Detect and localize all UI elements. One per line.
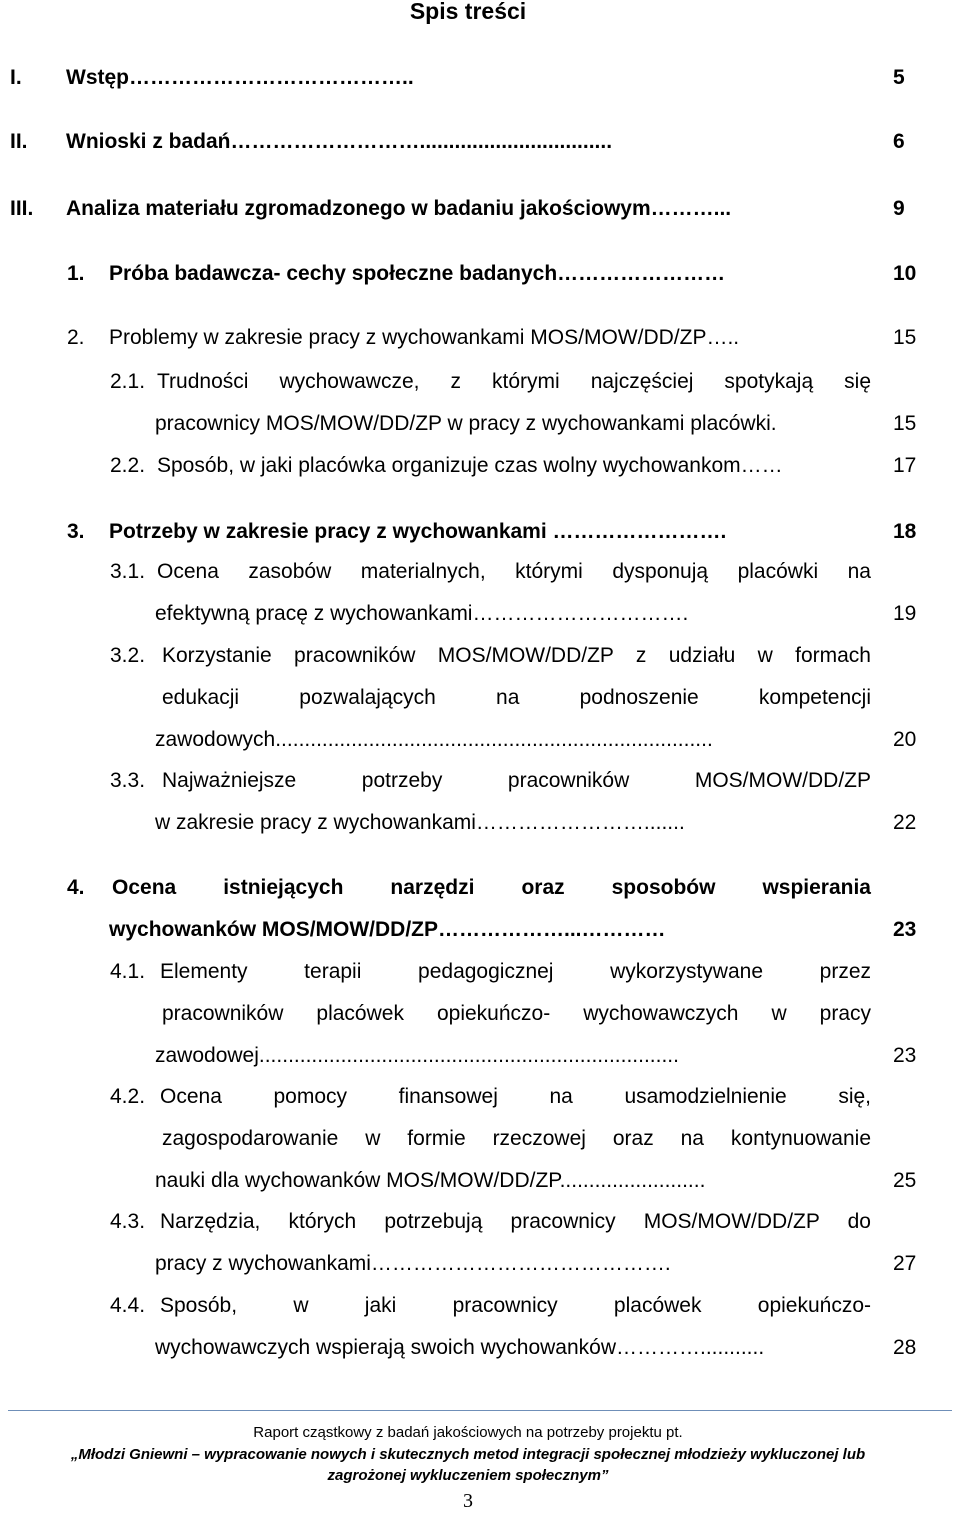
toc-title-line: zagospodarowanie w formie rzeczowej oraz na kontynuowanie <box>162 1127 871 1150</box>
toc-number: 4.2. <box>110 1085 146 1108</box>
toc-title-line: Korzystanie pracowników MOS/MOW/DD/ZP z udziału w formach <box>162 644 871 667</box>
toc-number: 4. <box>67 876 85 899</box>
toc-page: 25 <box>893 1169 917 1192</box>
toc-title-line: Sposób, w jaki pracownicy placówek opiekuńczo- <box>160 1294 871 1317</box>
toc-title-line: nauki dla wychowanków MOS/MOW/DD/ZP......................... <box>155 1169 706 1192</box>
toc-title: Analiza materiału zgromadzonego w badaniu jakościowym………... <box>66 197 732 220</box>
toc-page: 9 <box>893 197 905 220</box>
toc-title-line: Ocena zasobów materialnych, którymi dysponują placówki na <box>157 560 871 583</box>
toc-number: 3.2. <box>110 644 146 667</box>
page-title: Spis treści <box>409 0 527 24</box>
toc-page: 23 <box>893 1044 917 1067</box>
toc-title: Potrzeby w zakresie pracy z wychowankami ……………………. <box>109 520 727 543</box>
toc-title-line: Elementy terapii pedagogicznej wykorzystywane przez <box>160 960 871 983</box>
toc-title: Wnioski z badań………………………................................. <box>66 130 613 153</box>
toc-page: 15 <box>893 326 917 349</box>
toc-number: 4.3. <box>110 1210 146 1233</box>
toc-number: III. <box>10 197 34 220</box>
toc-number: 4.4. <box>110 1294 146 1317</box>
toc-page: 6 <box>893 130 905 153</box>
toc-number: 1. <box>67 262 85 285</box>
toc-title-line: Ocena pomocy finansowej na usamodzielnienie się, <box>160 1085 871 1108</box>
footer-project-title: „Młodzi Gniewni – wypracowanie nowych i skutecznych metod integracji społecznej młodzieży wykluczonej lub <box>70 1446 866 1463</box>
toc-page: 17 <box>893 454 917 477</box>
toc-number: 2.1. <box>110 370 146 393</box>
toc-number: 3.3. <box>110 769 146 792</box>
toc-number: II. <box>10 130 28 153</box>
toc-page: 18 <box>893 520 917 543</box>
toc-page: 10 <box>893 262 917 285</box>
toc-page: 28 <box>893 1336 917 1359</box>
toc-number: 2.2. <box>110 454 146 477</box>
toc-page: 20 <box>893 728 917 751</box>
toc-page: 19 <box>893 602 917 625</box>
toc-title-line: pracowników placówek opiekuńczo- wychowawczych w pracy <box>162 1002 871 1025</box>
toc-page: 5 <box>893 66 905 89</box>
footer-report-line: Raport cząstkowy z badań jakościowych na potrzeby projektu pt. <box>253 1424 683 1441</box>
toc-title-line: edukacji pozwalających na podnoszenie kompetencji <box>162 686 871 709</box>
toc-number: I. <box>10 66 22 89</box>
toc-number: 4.1. <box>110 960 146 983</box>
toc-page: 23 <box>893 918 917 941</box>
toc-title-line: Ocena istniejących narzędzi oraz sposobów wspierania <box>112 876 871 899</box>
toc-page: 22 <box>893 811 917 834</box>
toc-number: 3. <box>67 520 85 543</box>
toc-title-line: wychowawczych wspierają swoich wychowanków…………........... <box>155 1336 765 1359</box>
toc-title-line: zawodowej........................................................................ <box>155 1044 679 1067</box>
toc-title-line: zawodowych........................................................................... <box>155 728 713 751</box>
toc-title-line: w zakresie pracy z wychowankami……………………....... <box>155 811 685 834</box>
toc-title-line: Najważniejsze potrzeby pracowników MOS/MOW/DD/ZP <box>162 769 871 792</box>
toc-title-line: efektywną pracę z wychowankami…………………………. <box>155 602 689 625</box>
toc-title-line: Trudności wychowawcze, z którymi najczęściej spotykają się <box>157 370 871 393</box>
toc-page: 15 <box>893 412 917 435</box>
footer-project-title-cont: zagrożonej wykluczeniem społecznym” <box>327 1467 609 1484</box>
toc-number: 2. <box>67 326 85 349</box>
toc-title-line: wychowanków MOS/MOW/DD/ZP………………...………… <box>109 918 666 941</box>
toc-title: Problemy w zakresie pracy z wychowankami MOS/MOW/DD/ZP….. <box>109 326 740 349</box>
toc-title-line: pracy z wychowankami……………………………………. <box>155 1252 671 1275</box>
toc-title: Wstęp………………………………….. <box>66 66 414 89</box>
footer-divider <box>8 1410 952 1411</box>
page-number: 3 <box>463 1490 473 1512</box>
toc-title-line: Narzędzia, których potrzebują pracownicy MOS/MOW/DD/ZP do <box>160 1210 871 1233</box>
toc-title: Sposób, w jaki placówka organizuje czas wolny wychowankom…… <box>157 454 783 477</box>
toc-title-line: pracownicy MOS/MOW/DD/ZP w pracy z wychowankami placówki. <box>155 412 777 435</box>
toc-number: 3.1. <box>110 560 146 583</box>
toc-title: Próba badawcza- cechy społeczne badanych…………………… <box>109 262 726 285</box>
toc-page: 27 <box>893 1252 917 1275</box>
